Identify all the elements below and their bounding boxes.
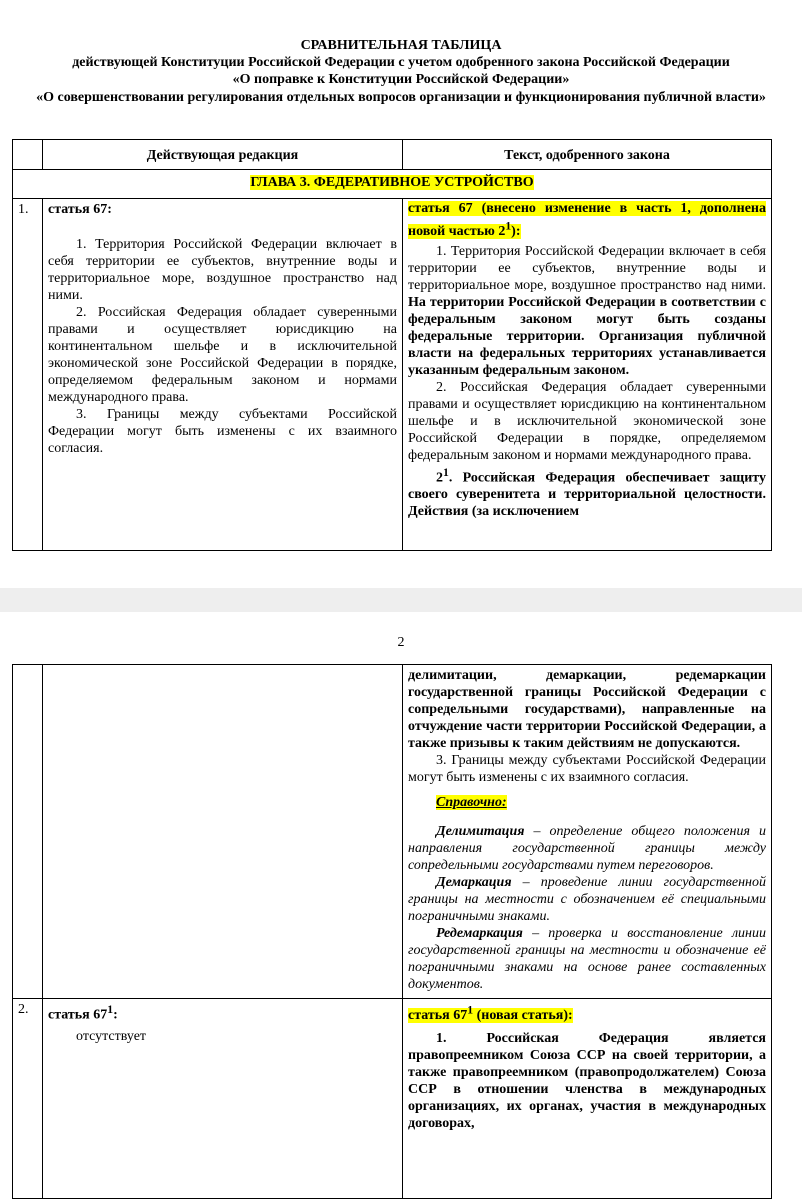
chapter-cell bbox=[13, 170, 772, 199]
comparison-table-page1 bbox=[12, 139, 772, 551]
approved-part-2: 2. Российская Федерация обладает суверенными правами и осуществляет юрисдикцию на континентальном шельфе и в исключительной экономической зоне Российской Федерации в порядке, определяемом федеральным законом и нормами международного права. bbox=[408, 379, 766, 463]
approved-part-1-text: 1. Территория Российской Федерации включает в себя территории ее субъектов, внутренние воды и территориальное море, воздушное пространство над ними. bbox=[408, 243, 766, 293]
approved-part-2-1 bbox=[408, 464, 766, 521]
chapter-title: ГЛАВА 3. ФЕДЕРАТИВНОЕ УСТРОЙСТВО bbox=[250, 175, 534, 190]
superscript: 1 bbox=[505, 219, 512, 232]
approved-671-part-1: 1. Российская Федерация является правопреемником Союза ССР на своей территории, а также правопреемником (правопродолжателем) Союза ССР в отношении членства в международных организациях, их органах, участия в международных договорах, bbox=[408, 1030, 766, 1131]
row-number: 1. bbox=[13, 199, 43, 551]
definition: – проведение линии государственной границы на местности с обозначением её специальными пограничными знаками. bbox=[408, 875, 766, 924]
current-text-cell bbox=[43, 999, 403, 1199]
current-part-2: 2. Российская Федерация обладает суверенными правами и осуществляет юрисдикцию на континентальном шельфе и в исключительной экономической зоне Российской Федерации в порядке, определяемом федеральным законом и нормами международного права. bbox=[48, 305, 397, 405]
article-title-approved-tail: (новая статья): bbox=[473, 1007, 573, 1023]
header-approved: Текст, одобренного закона bbox=[403, 140, 772, 170]
row-number: 2. bbox=[13, 999, 43, 1199]
page-1 bbox=[0, 0, 802, 588]
approved-part-1-amendment: На территории Российской Федерации в соответствии с федеральным законом могут быть созданы федеральные территории. Организация публичной власти на федеральных территориях устанавливается указанным федеральным законом. bbox=[408, 294, 766, 378]
doc-subtitle-2: «О поправке к Конституции Российской Федерации» bbox=[232, 72, 570, 87]
reference-redemarcation bbox=[408, 925, 766, 993]
term: Делимитация bbox=[436, 824, 525, 839]
article-title-current-text: статья 67 bbox=[48, 1007, 108, 1023]
article-title-approved-tail: ): bbox=[511, 223, 521, 239]
article-title-approved-text: статья 67 (внесено изменение в часть 1, дополнена новой частью 2 bbox=[408, 201, 766, 239]
comparison-table-page2 bbox=[12, 664, 772, 1199]
superscript: 1 bbox=[467, 1003, 474, 1016]
current-text-cell bbox=[43, 199, 403, 551]
table-row bbox=[13, 665, 772, 999]
header-num-cell bbox=[13, 140, 43, 170]
current-text-cell bbox=[43, 665, 403, 999]
term: Демаркация bbox=[436, 875, 512, 890]
approved-part-2-1-text: . Российская Федерация обеспечивает защиту своего суверенитета и территориальной целостности. Действия (за исключением bbox=[408, 470, 766, 520]
reference-label bbox=[436, 794, 766, 811]
table-row bbox=[13, 199, 772, 551]
page-separator bbox=[0, 588, 802, 612]
current-part-1: 1. Территория Российской Федерации включает в себя территории ее субъектов, внутренние воды и территориальное море, воздушное пространство над ними. bbox=[48, 237, 397, 303]
page-number: 2 bbox=[397, 635, 405, 650]
approved-part-2-1-continued: делимитации, демаркации, редемаркации государственной границы Российской Федерации с сопредельными государствами), направленные на отчуждение части территории Российской Федерации, а также призывы к таким действиям не допускаются. bbox=[408, 668, 766, 751]
reference-delimitation bbox=[408, 823, 766, 874]
table-row bbox=[13, 999, 772, 1199]
row-number bbox=[13, 665, 43, 999]
colon: : bbox=[113, 1007, 118, 1023]
article-title-approved bbox=[408, 200, 766, 240]
approved-text-cell bbox=[403, 199, 772, 551]
chapter-row bbox=[13, 170, 772, 199]
definition: – определение общего положения и направления государственной границы между сопредельными государствами путем переговоров. bbox=[408, 824, 766, 873]
article-title-approved-text: статья 67 bbox=[408, 1007, 468, 1023]
approved-part-3: 3. Границы между субъектами Российской Федерации могут быть изменены с их взаимного согласия. bbox=[408, 753, 766, 785]
article-title-current: статья 67: bbox=[48, 202, 112, 217]
doc-subtitle-1: действующей Конституции Российской Федерации с учетом одобренного закона Российской Федерации bbox=[72, 55, 730, 70]
approved-text-cell bbox=[403, 999, 772, 1199]
superscript: 1 bbox=[107, 1003, 114, 1016]
reference-label-text: Справочно: bbox=[436, 795, 507, 810]
doc-title: СРАВНИТЕЛЬНАЯ ТАБЛИЦА bbox=[300, 38, 502, 53]
reference-demarcation bbox=[408, 874, 766, 925]
doc-subtitle-3: «О совершенствовании регулирования отдельных вопросов организации и функционирования публичной власти» bbox=[36, 90, 766, 105]
approved-part-1 bbox=[408, 243, 766, 379]
definition: – проверка и восстановление линии государственной границы на местности и обозначение её пограничными знаками на основе ранее составленных документов. bbox=[408, 926, 766, 992]
term: Редемаркация bbox=[436, 926, 523, 941]
part-number: 2 bbox=[436, 470, 443, 486]
header-current: Действующая редакция bbox=[43, 140, 403, 170]
article-title-approved bbox=[408, 1001, 766, 1024]
current-part-3: 3. Границы между субъектами Российской Федерации могут быть изменены с их взаимного согласия. bbox=[48, 407, 397, 456]
article-title-current bbox=[48, 1001, 397, 1024]
table-header-row bbox=[13, 140, 772, 170]
absent-note: отсутствует bbox=[76, 1028, 147, 1044]
page-2 bbox=[0, 612, 802, 1200]
superscript: 1 bbox=[443, 465, 449, 479]
approved-text-cell bbox=[403, 665, 772, 999]
